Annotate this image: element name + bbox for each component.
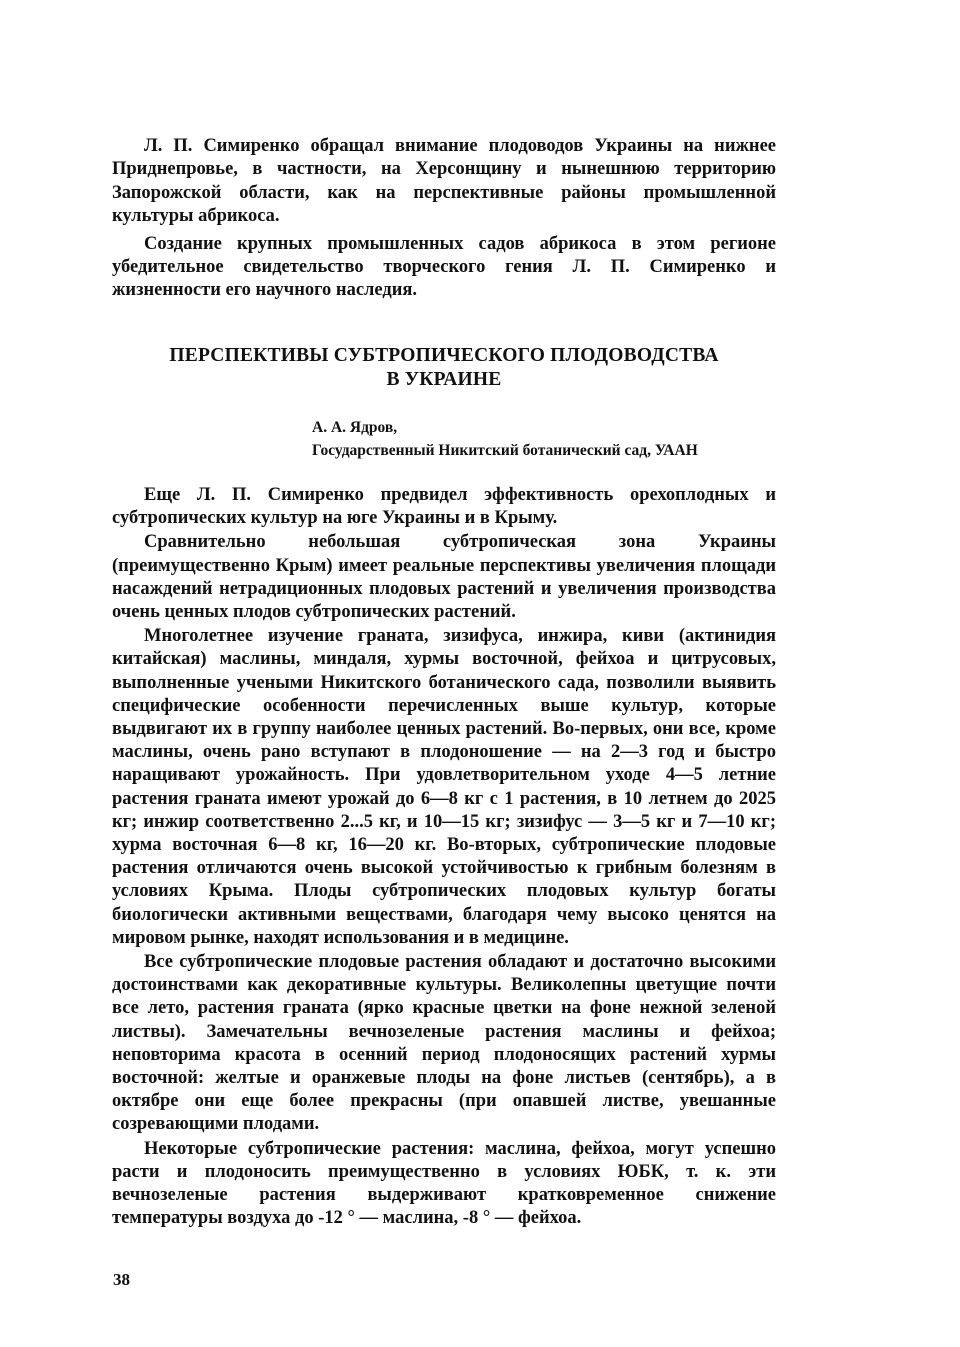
article-body: [112, 484, 776, 1231]
intro-paragraph: Л. П. Симиренко обращал внимание плодоводов Украины на нижнее Приднепровье, в частности, на Херсонщину и нынешнюю территорию Запорожской области, как на перспективные районы промышленной культуры абрикоса.: [112, 136, 776, 227]
body-paragraph: Сравнительно небольшая субтропическая зона Украины (преимущественно Крым) имеет реальные перспективы увеличения площади насаждений нетрадиционных плодовых растений и увеличения производства очень ценных плодов субтропических растений.: [112, 532, 776, 623]
body-paragraph: Многолетнее изучение граната, зизифуса, инжира, киви (актинидия китайская) маслины, миндаля, хурмы восточной, фейхоа и цитрусовых, выполненные учеными Никитского ботанического сада, позволили выявить специфические особенности перечисленных выше культур, которые выдвигают их в группу наиболее ценных растений. Во-первых, они все, кроме маслины, очень рано вступают в плодоношение — на 2—3 год и быстро наращивают урожайность. При удовлетворительном уходе 4—5 летние растения граната имеют урожай до 6—8 кг с 1 растения, в 10 летнем до 2025 кг; инжир соответственно 2...5 кг, и 10—15 кг; зизифус — 3—5 кг и 7—10 кг; хурма восточная 6—8 кг, 16—20 кг. Во-вторых, субтропические плодовые растения отличаются очень высокой устойчивостью к грибным болезням в условиях Крыма. Плоды субтропических плодовых культур богаты биологически активными веществами, благодаря чему высоко ценятся на мировом рынке, находят использования и в медицине.: [112, 626, 776, 948]
article-title-line: В УКРАИНЕ: [386, 369, 502, 390]
intro-paragraph: Создание крупных промышленных садов абрикоса в этом регионе убедительное свидетельство творческого гения Л. П. Симиренко и жизненности его научного наследия.: [112, 233, 776, 301]
body-paragraph: Еще Л. П. Симиренко предвидел эффективность орехоплодных и субтропических культур на юге Украины и в Крыму.: [112, 485, 776, 529]
body-paragraph: Некоторые субтропические растения: маслина, фейхоа, могут успешно расти и плодоносить преимущественно в условиях ЮБК, т. к. эти вечнозеленые растения выдерживают кратковременное снижение температуры воздуха до -12 ° — маслина, -8 ° — фейхоа.: [112, 1138, 776, 1229]
author-affiliation: Государственный Никитский ботанический сад, УААН: [312, 442, 698, 459]
author-block: [312, 416, 782, 462]
body-paragraph: Все субтропические плодовые растения обладают и достаточно высокими достоинствами как декоративные культуры. Великолепны цветущие почти все лето, растения граната (ярко красные цветки на фоне нежной зеленой листвы). Замечательны вечнозеленые растения маслины и фейхоа; неповторима красота в осенний период плодоносящих растений хурмы восточной: желтые и оранжевые плоды на фоне листьев (сентябрь), а в октябре они еще более прекрасны (при опавшей листве, увешанные созревающими плодами.: [112, 952, 776, 1135]
page-number: 38: [113, 1270, 130, 1289]
article-title: [112, 344, 776, 392]
intro-section: [112, 135, 776, 303]
author-name: А. А. Ядров,: [312, 419, 398, 436]
article-title-line: ПЕРСПЕКТИВЫ СУБТРОПИЧЕСКОГО ПЛОДОВОДСТВА: [169, 345, 719, 366]
